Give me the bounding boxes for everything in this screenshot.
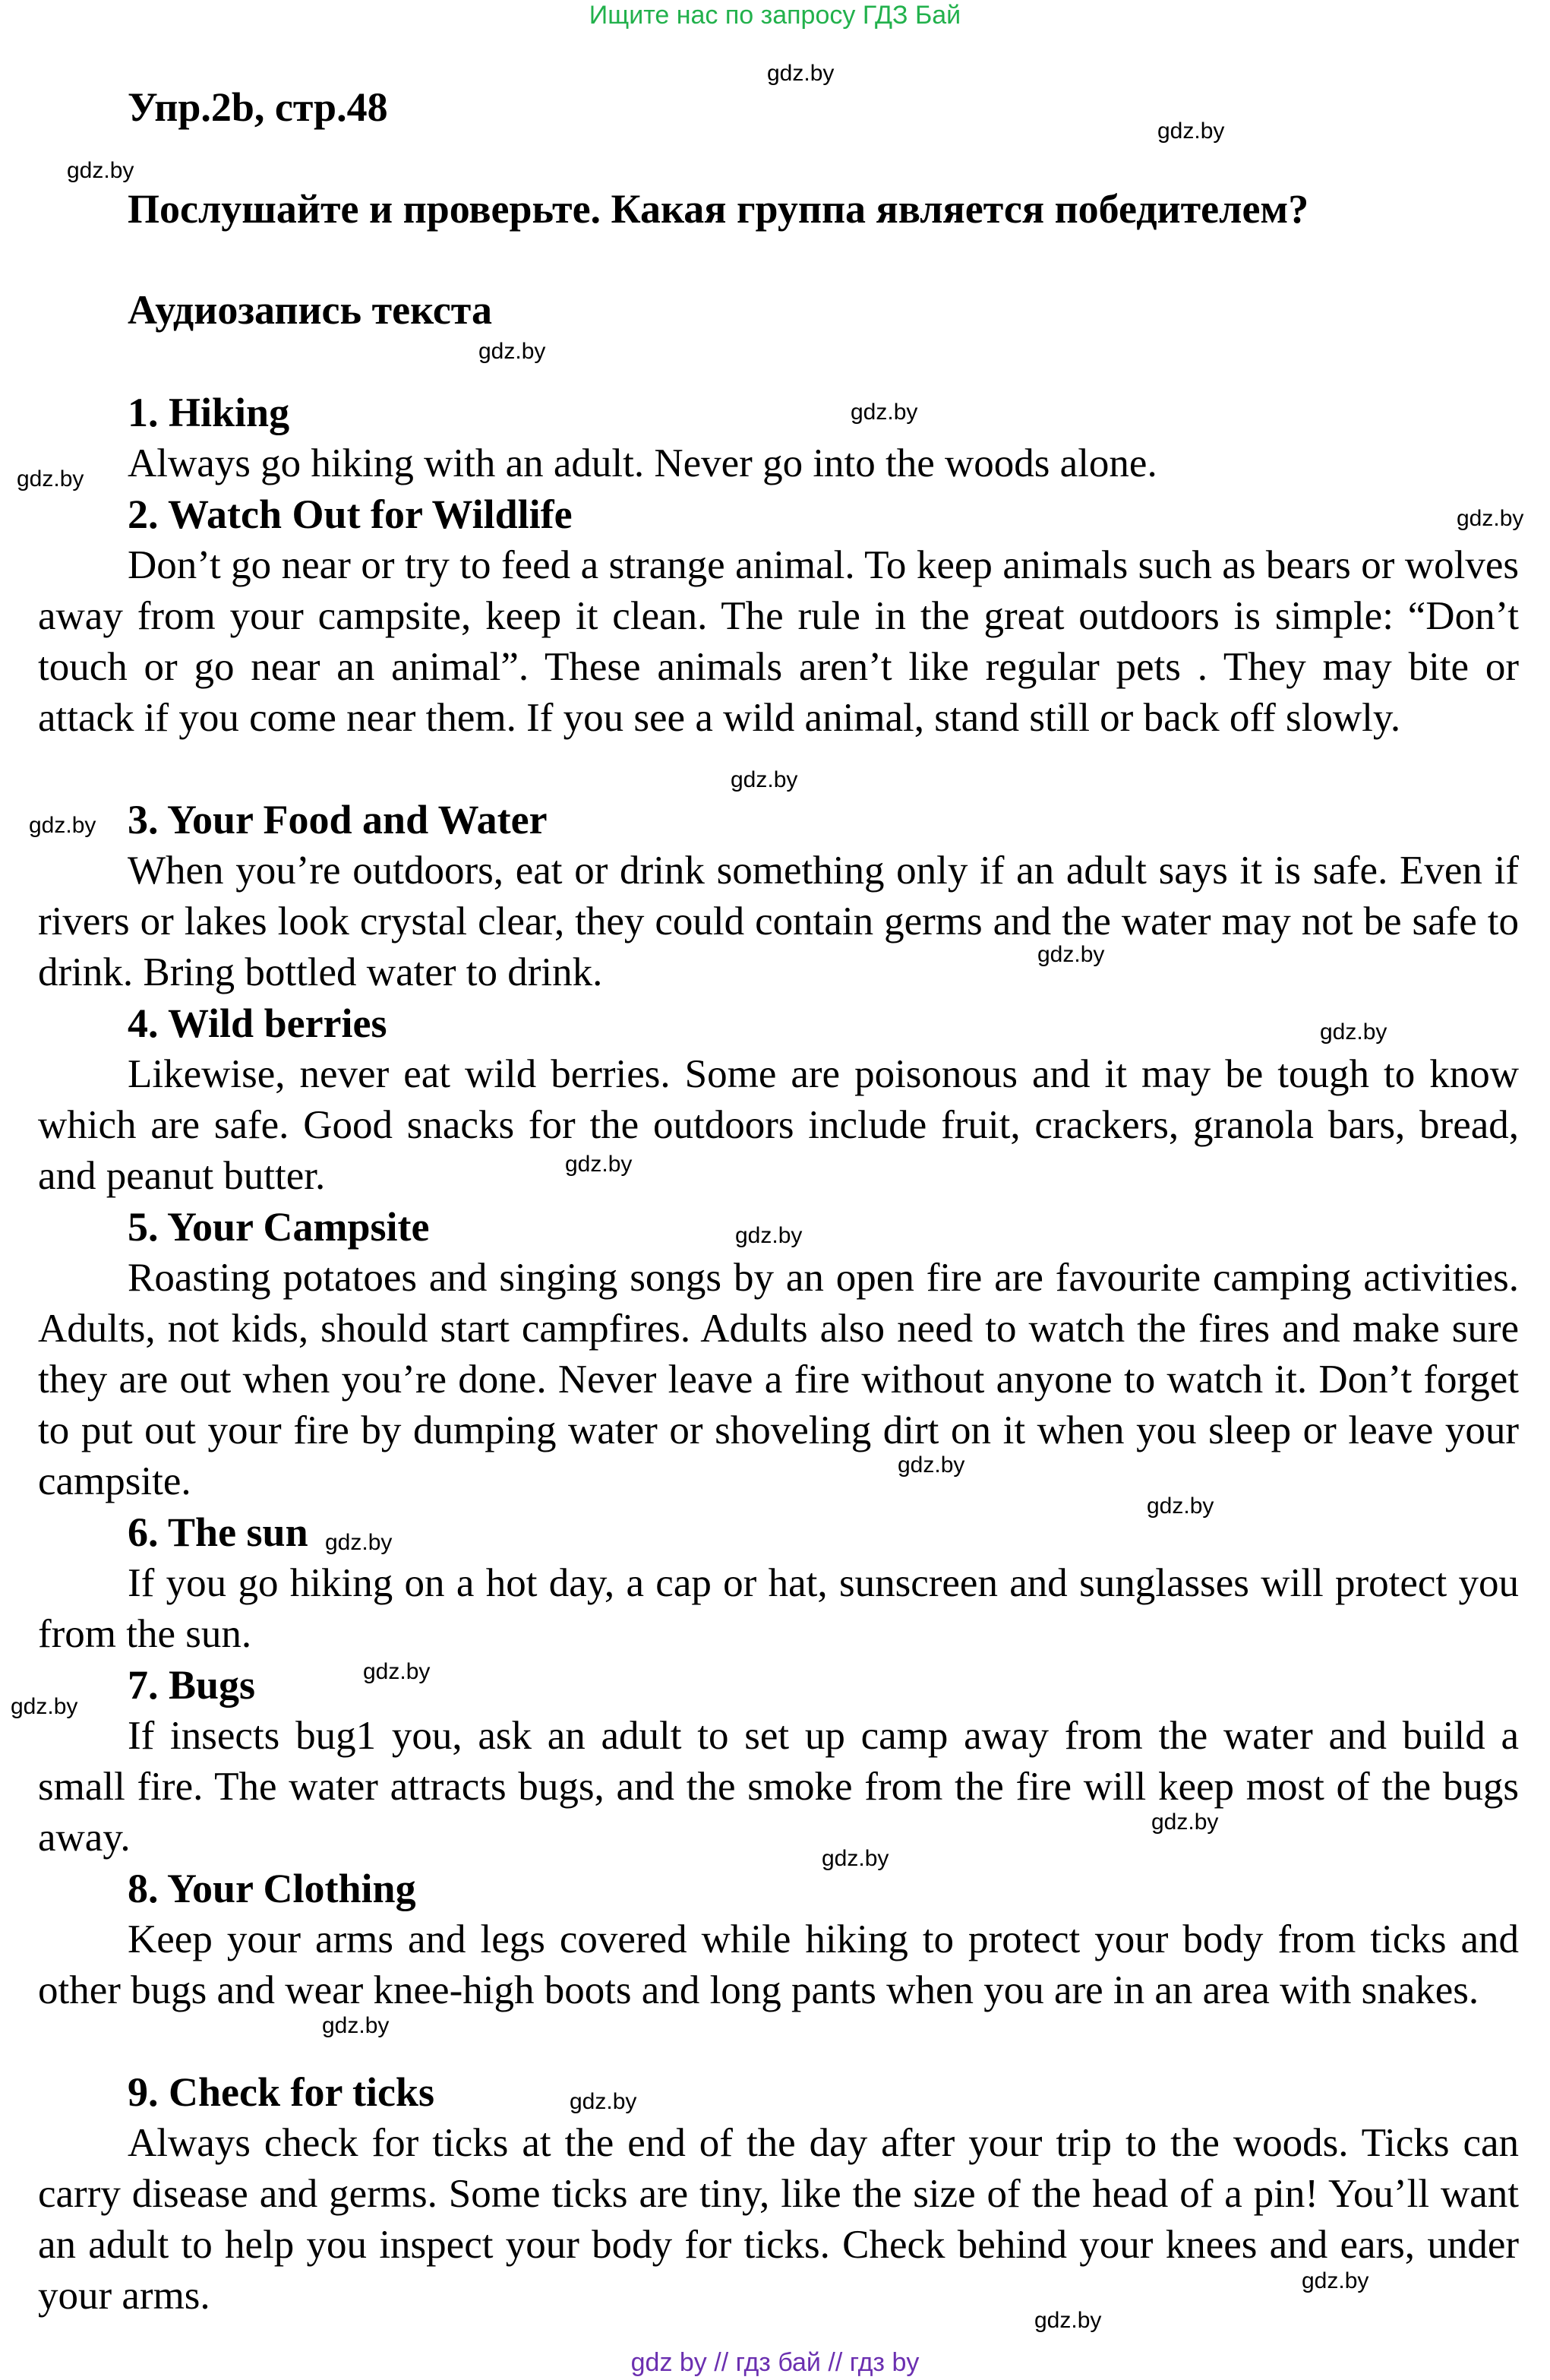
watermark: gdz.by [1320,1019,1387,1045]
section-7-text: If insects bug1 you, ask an adult to set up camp away from the water and build a small fire. The water attracts bugs, and the smoke from the fire will keep most of the bugs away. [38,1714,1519,1860]
section-3-text: When you’re outdoors, eat or drink something only if an adult says it is safe. Even if rivers or lakes look crystal clear, they could contain germs and the water may not be safe to drink. Bring bottled water to drink. [38,849,1519,994]
watermark: gdz.by [1151,1809,1219,1835]
section-6-title: 6. The sun [128,1509,308,1555]
watermark: gdz.by [363,1659,431,1684]
watermark: gdz.by [1302,2268,1369,2293]
section-4-title: 4. Wild berries [128,1000,387,1046]
section-8-text: Keep your arms and legs covered while hiking to protect your body from ticks and other bugs and wear knee-high boots and long pants when you are in an area with snakes. [38,1917,1519,2012]
watermark: gdz.by [29,813,96,838]
section-7-title: 7. Bugs [128,1662,256,1708]
audio-heading: Аудиозапись текста [128,287,492,333]
task-text: Послушайте и проверьте. Какая группа является победителем? [128,186,1309,232]
section-9-text: Always check for ticks at the end of the day after your trip to the woods. Ticks can carry disease and germs. Some ticks are tiny, like the size of the head of a pin! You’ll want an adult to help you inspect your body for ticks. Check behind your knees and ears, under your arms. [38,2121,1519,2318]
watermark: gdz.by [17,466,84,491]
section-2-text: Don’t go near or try to feed a strange animal. To keep animals such as bears or wolves away from your campsite, keep it clean. The rule in the great outdoors is simple: “Don’t touch or go near an animal”. These animals aren’t like regular pets . They may bite or attack if you come near them. If you see a wild animal, stand still or back off slowly. [38,543,1519,740]
watermark: gdz.by [1157,119,1225,144]
section-4-text: Likewise, never eat wild berries. Some are poisonous and it may be tough to know which are safe. Good snacks for the outdoors include fruit, crackers, granola bars, bread, and peanut butter. [38,1052,1519,1198]
watermark: gdz.by [325,1530,393,1555]
section-2-title: 2. Watch Out for Wildlife [128,491,573,537]
watermark: gdz.by [322,2013,390,2038]
section-3-title: 3. Your Food and Water [128,797,548,842]
section-8-title: 8. Your Clothing [128,1866,416,1911]
section-1-text: Always go hiking with an adult. Never go into the woods alone. [128,441,1157,485]
section-6-text: If you go hiking on a hot day, a cap or hat, sunscreen and sunglasses will protect you from the sun. [38,1561,1519,1656]
watermark: gdz.by [1147,1493,1214,1519]
watermark: gdz.by [851,400,918,425]
watermark: gdz.by [11,1694,78,1719]
watermark: gdz.by [822,1846,889,1871]
footer-link[interactable]: gdz by // гдз бай // гдз by [630,2348,920,2377]
watermark: gdz.by [67,158,134,183]
header-link[interactable]: Ищите нас по запросу ГДЗ Бай [589,1,961,30]
watermark: gdz.by [1034,2308,1102,2333]
watermark: gdz.by [898,1452,965,1478]
watermark: gdz.by [1037,942,1105,967]
watermark: gdz.by [1457,506,1524,531]
section-9-title: 9. Check for ticks [128,2069,434,2115]
section-1-title: 1. Hiking [128,390,290,435]
watermark: gdz.by [570,2089,637,2114]
watermark: gdz.by [565,1152,633,1177]
watermark: gdz.by [767,61,835,86]
section-5-title: 5. Your Campsite [128,1204,430,1250]
section-5-text: Roasting potatoes and singing songs by an open fire are favourite camping activities. Adults, not kids, should start campfires. Adults also need to watch the fires and make sure they are out when you’re done. Never leave a fire without anyone to watch it. Don’t forget to put out your fire by dumping water or shoveling dirt on it when you sleep or leave your campsite. [38,1256,1519,1503]
watermark: gdz.by [731,767,798,792]
exercise-title: Упр.2b, стр.48 [128,84,388,130]
watermark: gdz.by [735,1223,803,1248]
watermark: gdz.by [478,339,546,364]
